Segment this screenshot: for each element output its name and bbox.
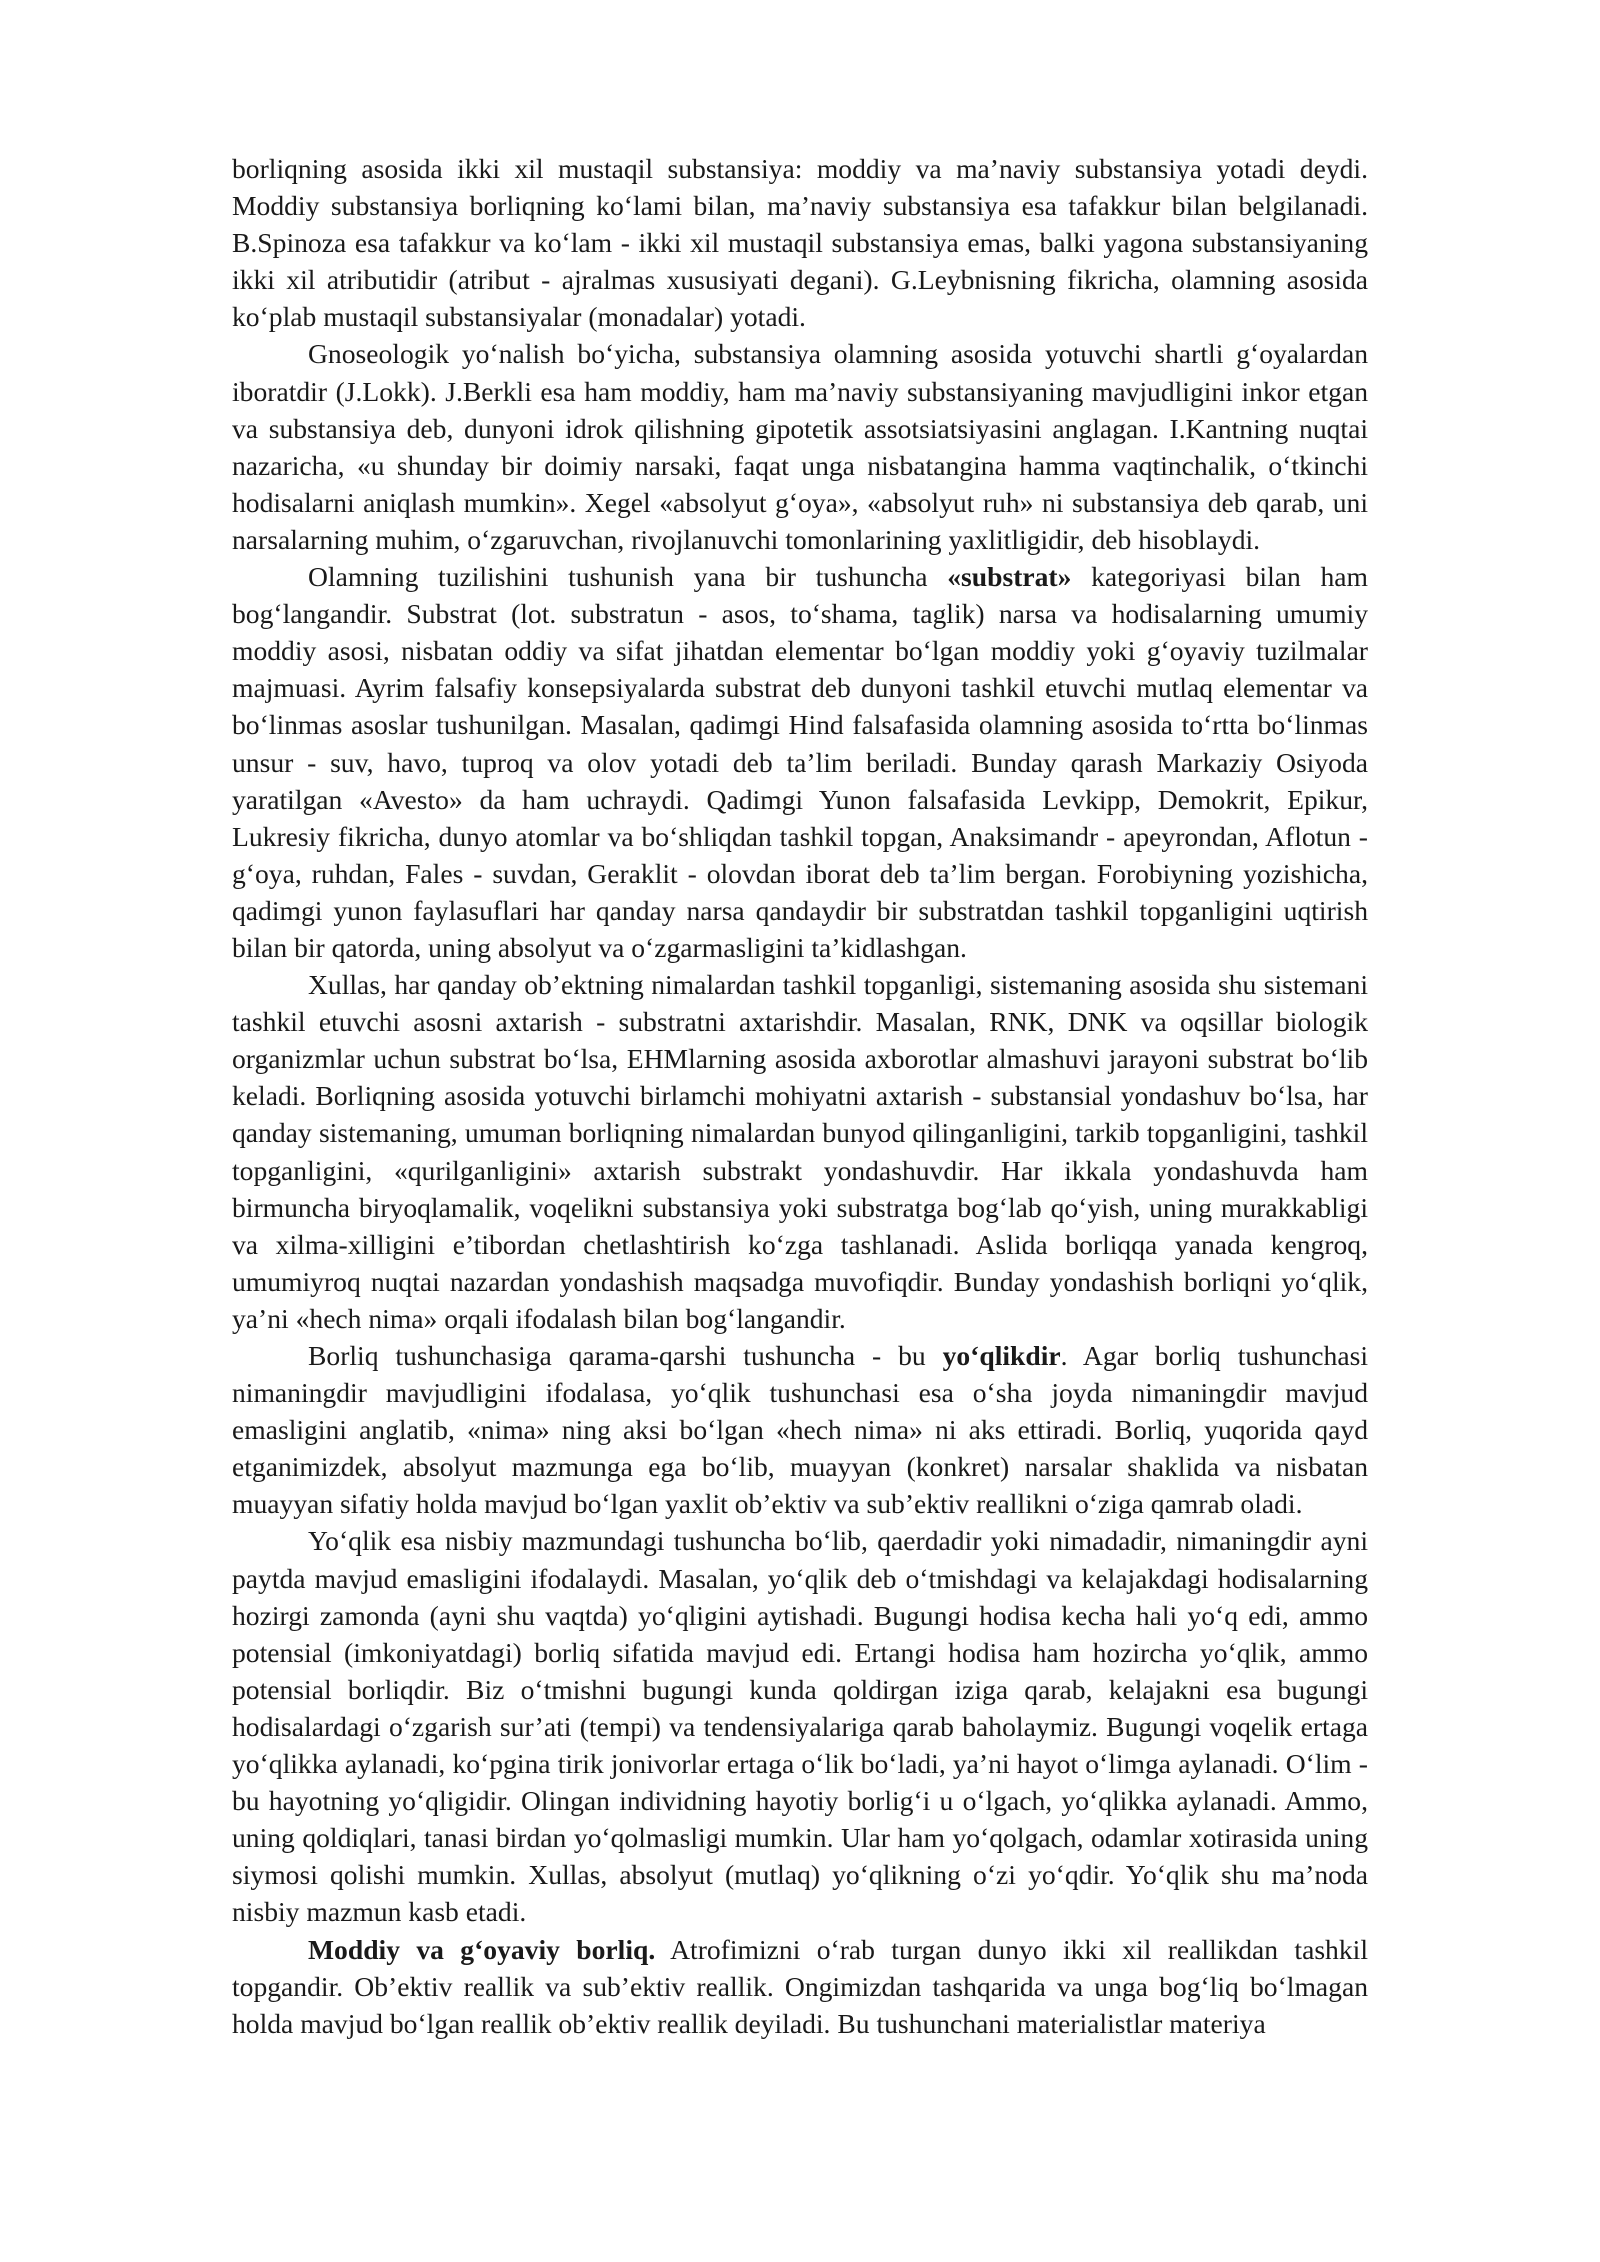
paragraph <box>232 1931 1368 2042</box>
section-heading: Moddiy va g‘oyaviy borliq. <box>308 1933 656 1965</box>
bold-term: yo‘qlikdir <box>942 1340 1061 1371</box>
text-segment: Gnoseologik yo‘nalish bo‘yicha, substansiya olamning asosida yotuvchi shartli g‘oyalardan iboratdir (J.Lokk). J.Berkli esa ham moddiy, ham ma’naviy substansiyaning mavjudligini inkor etgan va substansiya deb, dunyoni idrok qilishning gipotetik assotsiatsiyasini anglagan. I.Kantning nuqtai nazaricha, «u shunday bir doimiy narsaki, faqat unga nisbatangina hamma vaqtinchalik, o‘tkinchi hodisalarni aniqlash mumkin». Xegel «absolyut g‘oya», «absolyut ruh» ni substansiya deb qarab, uni narsalarning muhim, o‘zgaruvchan, rivojlanuvchi tomonlarining yaxlitligidir, deb hisoblaydi. <box>232 338 1368 555</box>
text-segment: Xullas, har qanday ob’ektning nimalardan tashkil topganligi, sistemaning asosida shu sistemani tashkil etuvchi asosni axtarish - substratni axtarishdir. Masalan, RNK, DNK va oqsillar biologik organizmlar uchun substrat bo‘lsa, EHMlarning asosida axborotlar almashuvi jarayoni substrat bo‘lib keladi. Borliqning asosida yotuvchi birlamchi mohiyatni axtarish - substansial yondashuv bo‘lsa, har qanday sistemaning, umuman borliqning nimalardan bunyod qilinganligini, tarkib topganligini, tashkil topganligini, «qurilganligini» axtarish substrakt yondashuvdir. Har ikkala yondashuvda ham birmuncha biryoqlamalik, voqelikni substansiya yoki substratga bog‘lab qo‘yish, uning murakkabligi va xilma-xilligini e’tibordan chetlashtirish ko‘zga tashlanadi. Aslida borliqqa yanada kengroq, umumiyroq nuqtai nazardan yondashish maqsadga muvofiqdir. Bunday yondashish borliqni yo‘qlik, ya’ni «hech nima» orqali ifodalash bilan bog‘langandir. <box>232 969 1368 1334</box>
text-segment: Olamning tuzilishini tushunish yana bir tushuncha <box>308 561 948 593</box>
paragraph <box>232 150 1368 335</box>
document-page <box>232 150 1368 2042</box>
text-segment: borliqning asosida ikki xil mustaqil substansiya: moddiy va ma’naviy substansiya yotadi deydi. Moddiy substansiya borliqning ko‘lami bilan, ma’naviy substansiya esa tafakkur bilan belgilanadi. B.Spinoza esa tafakkur va ko‘lam - ikki xil mustaqil substansiya emas, balki yagona substansiyaning ikki xil atributidir (atribut - ajralmas xususiyati degani). G.Leybnisning fikricha, olamning asosida ko‘plab mustaqil substansiyalar (monadalar) yotadi. <box>232 153 1368 333</box>
paragraph <box>232 966 1368 1337</box>
bold-term: «substrat» <box>947 561 1072 593</box>
text-segment: Yo‘qlik esa nisbiy mazmundagi tushuncha bo‘lib, qaerdadir yoki nimadadir, nimaningdir ayni paytda mavjud emasligini ifodalaydi. Masalan, yo‘qlik deb o‘tmishdagi va kelajakdagi hodisalarning hozirgi zamonda (ayni shu vaqtda) yo‘qligini aytishadi. Bugungi hodisa kecha hali yo‘q edi, ammo potensial (imkoniyatdagi) borliq sifatida mavjud edi. Ertangi hodisa ham hozircha yo‘qlik, ammo potensial borliqdir. Biz o‘tmishni bugungi kunda qoldirgan iziga qarab, kelajakni esa bugungi hodisalardagi o‘zgarish sur’ati (tempi) va tendensiyalariga qarab baholaymiz. Bugungi voqelik ertaga yo‘qlikka aylanadi, ko‘pgina tirik jonivorlar ertaga o‘lik bo‘ladi, ya’ni hayot o‘limga aylanadi. O‘lim - bu hayotning yo‘qligidir. Olingan individning hayotiy borlig‘i u o‘lgach, yo‘qlikka aylanadi. Ammo, uning qoldiqlari, tanasi birdan yo‘qolmasligi mumkin. Ular ham yo‘qolgach, odamlar xotirasida uning siymosi qolishi mumkin. Xullas, absolyut (mutlaq) yo‘qlikning o‘zi yo‘qdir. Yo‘qlik shu ma’noda nisbiy mazmun kasb etadi. <box>232 1525 1368 1928</box>
paragraph <box>232 558 1368 966</box>
text-segment: Borliq tushunchasiga qarama-qarshi tushuncha - bu <box>308 1340 943 1371</box>
text-segment: . Agar borliq tushunchasi nimaningdir mavjudligini ifodalasa, yo‘qlik tushunchasi esa o‘sha joyda nimaningdir mavjud emasligini anglatib, «nima» ning aksi bo‘lgan «hech nima» ni aks ettiradi. Borliq, yuqorida qayd etganimizdek, absolyut mazmunga ega bo‘lib, muayyan (konkret) narsalar shaklida va nisbatan muayyan sifatiy holda mavjud bo‘lgan yaxlit ob’ektiv va sub’ektiv reallikni o‘ziga qamrab oladi. <box>232 1340 1368 1520</box>
text-segment: Atrofimizni o‘rab turgan dunyo ikki xil reallikdan tashkil topgandir. Ob’ektiv reallik va sub’ektiv reallik. Ongimizdan tashqarida va unga bog‘liq bo‘lmagan holda mavjud bo‘lgan reallik ob’ektiv reallik deyiladi. Bu tushunchani materialistlar materiya <box>232 1933 1368 2039</box>
text-segment: kategoriyasi bilan ham bog‘langandir. Substrat (lot. substratun - asos, to‘shama, taglik) narsa va hodisalarning umumiy moddiy asosi, nisbatan oddiy va sifat jihatdan elementar bo‘lgan moddiy yoki g‘oyaviy tuzilmalar majmuasi. Ayrim falsafiy konsepsiyalarda substrat deb dunyoni tashkil etuvchi mutlaq elementar va bo‘linmas asoslar tushunilgan. Masalan, qadimgi Hind falsafasida olamning asosida to‘rtta bo‘linmas unsur - suv, havo, tuproq va olov yotadi deb ta’lim beriladi. Bunday qarash Markaziy Osiyoda yaratilgan «Avesto» da ham uchraydi. Qadimgi Yunon falsafasida Levkipp, Demokrit, Epikur, Lukresiy fikricha, dunyo atomlar va bo‘shliqdan tashkil topgan, Anaksimandr - apeyrondan, Aflotun - g‘oya, ruhdan, Fales - suvdan, Geraklit - olovdan iborat deb ta’lim bergan. Forobiyning yozishicha, qadimgi yunon faylasuflari har qanday narsa qandaydir bir substratdan tashkil topganligini uqtirish bilan bir qatorda, uning absolyut va o‘zgarmasligini ta’kidlashgan. <box>232 561 1368 963</box>
paragraph <box>232 1337 1368 1522</box>
paragraph <box>232 1522 1368 1930</box>
paragraph <box>232 335 1368 558</box>
